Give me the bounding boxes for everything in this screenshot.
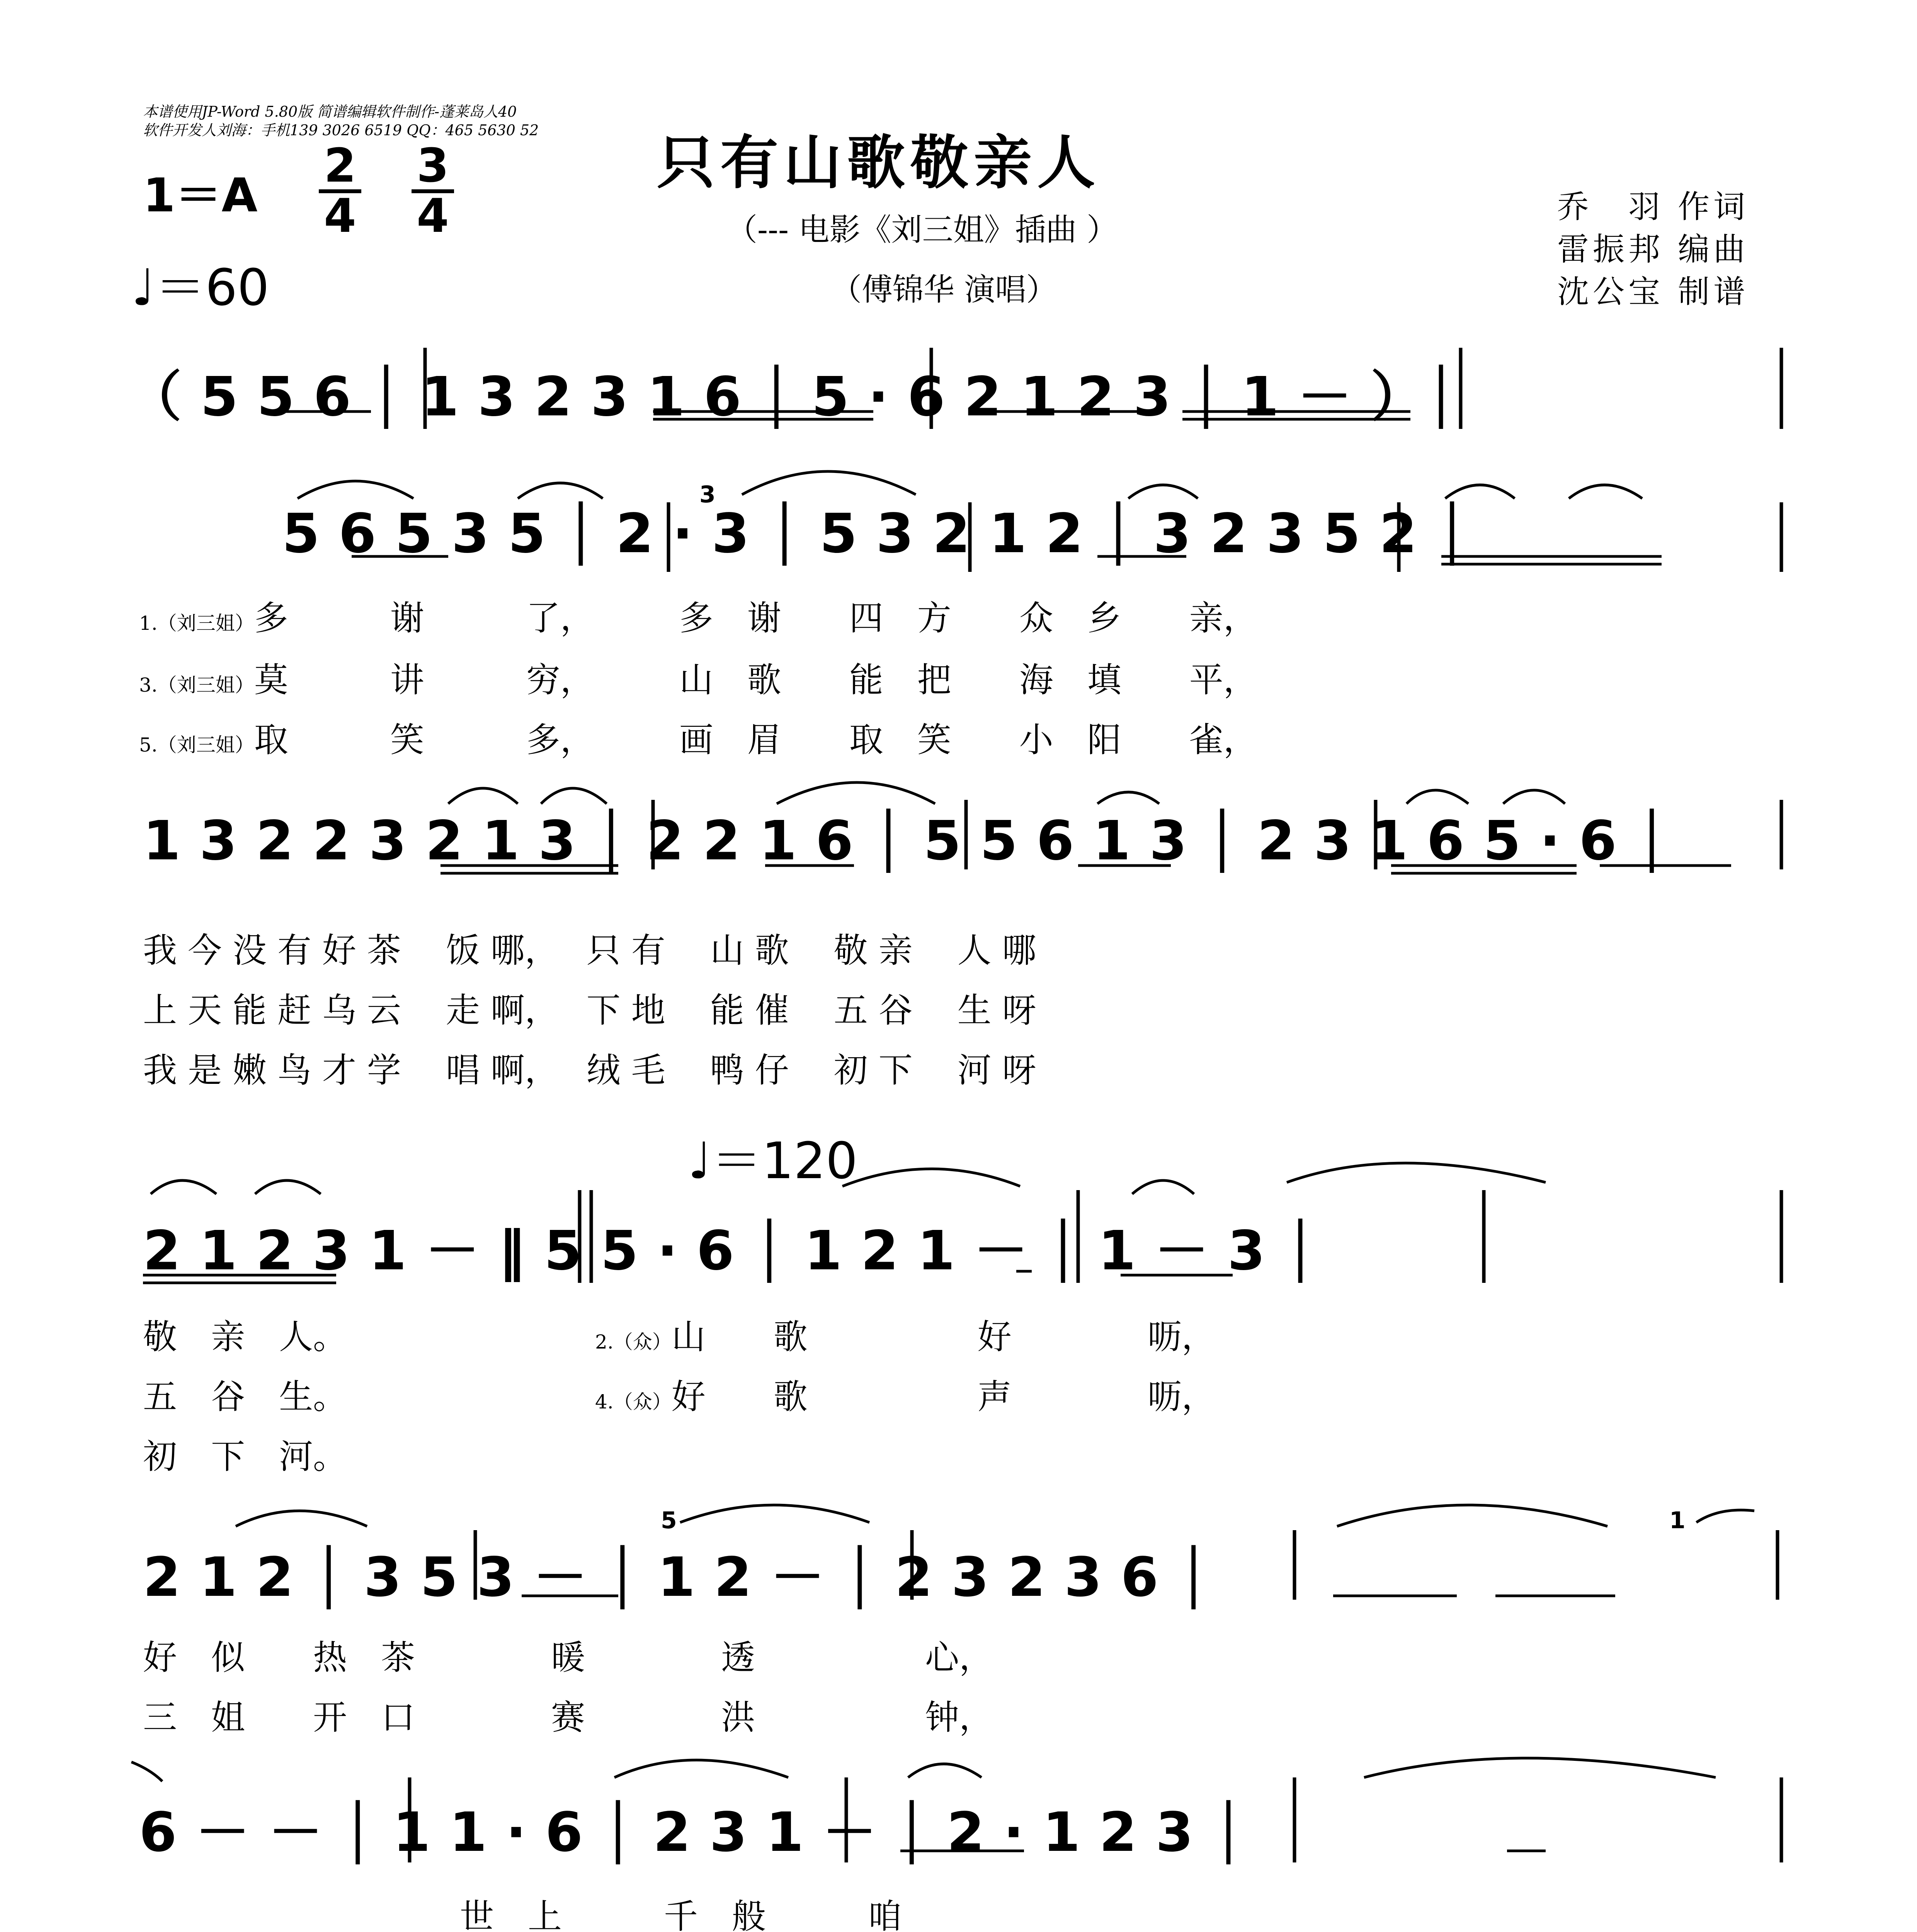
lyric-line: 取 笑 多， 画 眉 取 笑 小 阳 雀， bbox=[254, 720, 1257, 760]
lyrics-chorus-v4 bbox=[595, 1370, 1216, 1418]
notes-row-1-intro: （ 5 5 6 │ 1 3 2 3 1 6 │ 5 · 6 2 1 2 3 │ 1 － ）│ bbox=[128, 366, 1458, 429]
lyric-line: 山 歌 好 呖， bbox=[671, 1317, 1216, 1357]
lyric-line: 多 谢 了， 多 谢 四 方 众 乡 亲， bbox=[254, 598, 1257, 638]
song-subtitle: （--- 电影《刘三姐》插曲 ） bbox=[726, 212, 1118, 248]
notes-row-4: 2 1 2 3 1 － ‖ 5 5 · 6 │ 1 2 1 － │ 1 － 3 │ bbox=[143, 1219, 1317, 1282]
lyric-line: 我 今 没 有 好 茶 饭 哪， 只 有 山 歌 敬 亲 人 哪 bbox=[143, 930, 1036, 970]
lyrics-chorus-v2 bbox=[595, 1310, 1216, 1359]
lyric-line: 好 似 热 茶 暖 透 心， bbox=[143, 1638, 993, 1677]
watermark-line: 本谱使用JP-Word 5.80版 简谱编辑软件制作-蓬莱岛人40 bbox=[143, 103, 517, 120]
notes-row-2: 5 6 5 3 5 │ 2 · 3 │ 5 3 2 1 2 │ 3 2 3 5 2 │ bbox=[282, 502, 1468, 565]
key-signature: 1＝A bbox=[143, 169, 258, 223]
lyric-line: 五 谷 生。 bbox=[143, 1377, 347, 1417]
transcriber-credit: 沈公宝 制谱 bbox=[1557, 274, 1749, 310]
verse-label: 1.（刘三姐） bbox=[139, 612, 254, 634]
lyrics-row-2-v5 bbox=[139, 713, 1257, 762]
arranger-credit: 雷振邦 编曲 bbox=[1557, 231, 1749, 268]
lyric-line: 我 是 嫩 鸟 才 学 唱 啊， 绒 毛 鸭 仔 初 下 河 呀 bbox=[143, 1050, 1036, 1090]
time-sig-denominator: 4 bbox=[324, 189, 356, 243]
tempo-value: ＝120 bbox=[711, 1131, 858, 1190]
lyrics-row-2-v1 bbox=[139, 591, 1257, 640]
lyricist-credit: 乔 羽 作词 bbox=[1557, 189, 1749, 225]
lyric-line: 敬 亲 人。 bbox=[143, 1317, 347, 1357]
watermark-line: 软件开发人刘海：手机139 3026 6519 QQ：465 5630 52 bbox=[143, 122, 539, 139]
notes-row-3: 1 3 2 2 3 2 1 3 │ 2 2 1 6 │ 5 5 6 1 3 │ 2 3 1 6 5 · 6 │ bbox=[143, 810, 1668, 872]
grace-note: 3 bbox=[699, 481, 716, 508]
lyric-line: 莫 讲 穷， 山 歌 能 把 海 填 平， bbox=[254, 660, 1257, 700]
grace-note: 1 bbox=[1669, 1507, 1686, 1534]
lyric-line: 上 天 能 赶 乌 云 走 啊， 下 地 能 催 五 谷 生 呀 bbox=[143, 990, 1036, 1030]
time-sig-numerator: 2 bbox=[324, 139, 356, 193]
verse-label: 5.（刘三姐） bbox=[139, 734, 254, 756]
quarter-note-icon: ♩ bbox=[131, 258, 155, 317]
singer-credit: （傅锦华 演唱） bbox=[831, 272, 1057, 308]
verse-label: 2.（众） bbox=[595, 1331, 672, 1353]
notes-row-6: 6 － － │ 1 1 · 6 │ 2 3 1 － │ 2 · 1 2 3 │ bbox=[139, 1801, 1245, 1864]
lyric-line: 世 上 千 般 咱 bbox=[460, 1896, 902, 1932]
notes-row-5: 2 1 2 │ 3 5 3 － │ 1 2 － │ 2 3 2 3 6 │ bbox=[143, 1546, 1210, 1609]
lyric-line: 初 下 河。 bbox=[143, 1437, 347, 1476]
quarter-note-icon: ♩ bbox=[688, 1131, 712, 1190]
grace-note: 5 bbox=[661, 1507, 677, 1534]
time-sig-denominator: 4 bbox=[417, 189, 449, 243]
lyric-line: 三 姐 开 口 赛 洪 钟， bbox=[143, 1697, 993, 1737]
verse-label: 4.（众） bbox=[595, 1391, 672, 1413]
time-sig-numerator: 3 bbox=[417, 139, 449, 193]
lyrics-row-2-v3 bbox=[139, 653, 1257, 702]
song-title: 只有山歌敬亲人 bbox=[657, 129, 1101, 197]
verse-label: 3.（刘三姐） bbox=[139, 674, 254, 696]
tempo-value: ＝60 bbox=[155, 258, 269, 317]
lyric-line: 好 歌 声 呖， bbox=[671, 1377, 1216, 1417]
